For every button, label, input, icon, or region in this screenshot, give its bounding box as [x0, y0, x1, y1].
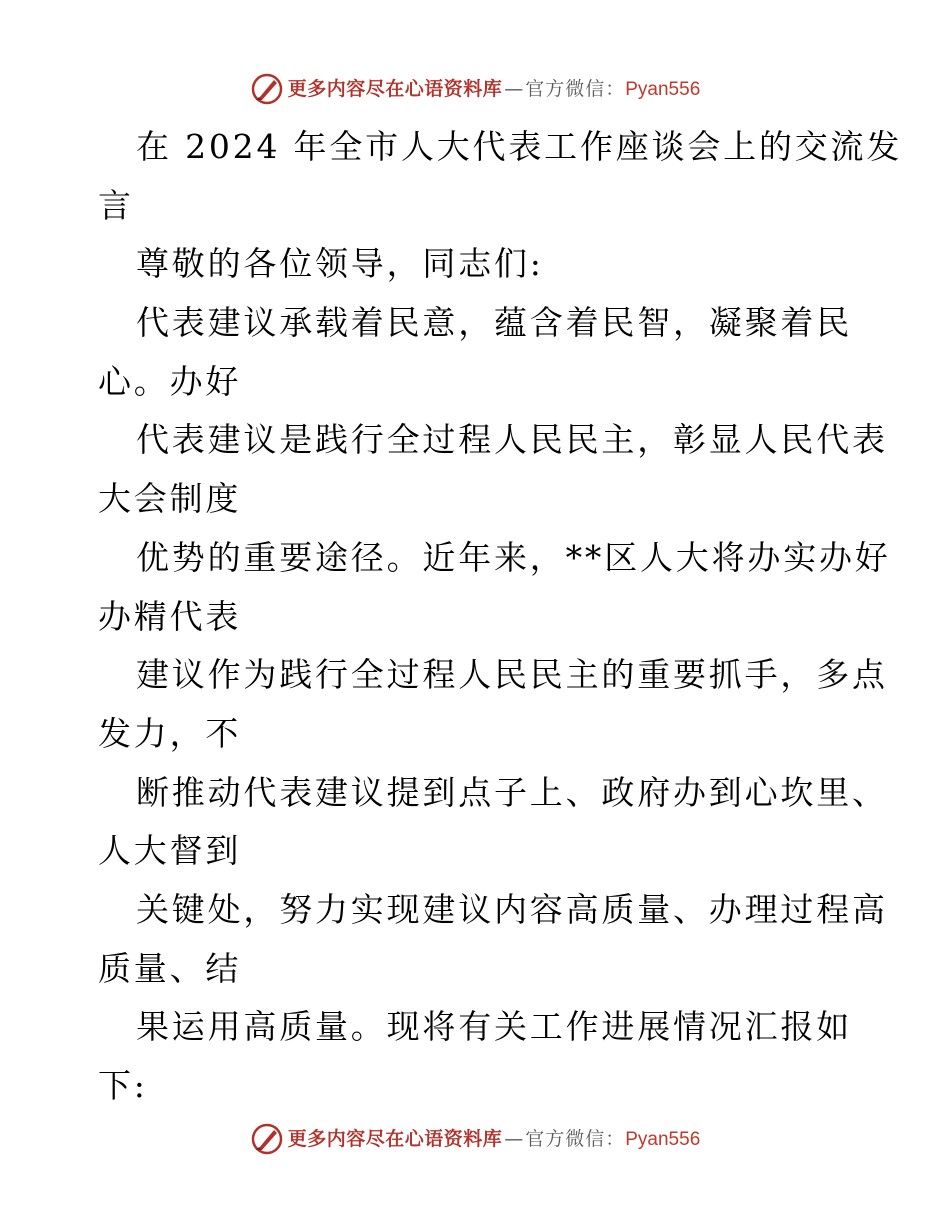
paragraph-line: 人大督到: [98, 831, 242, 871]
watermark-wechat-id: Pyan556: [625, 1128, 701, 1150]
paragraph-line: 言: [98, 185, 134, 225]
paragraph-line: 下:: [98, 1066, 148, 1105]
watermark-main-text: 更多内容尽在心语资料库: [287, 77, 503, 100]
quill-pen-logo-icon: [250, 72, 284, 106]
quill-pen-logo-icon: [250, 1122, 284, 1156]
header-watermark: [0, 69, 950, 109]
paragraph-line: 质量、结: [98, 948, 242, 988]
watermark-sub-text: 官方微信：: [525, 1127, 626, 1150]
paragraph-line: 代表建议是践行全过程人民民主，彰显人民代表: [136, 420, 888, 460]
document-title-line: 在 2024 年全市人大代表工作座谈会上的交流发: [136, 127, 903, 166]
paragraph-line: 断推动代表建议提到点子上、政府办到心坎里、: [136, 772, 888, 812]
paragraph-line: 发力，不: [98, 713, 242, 753]
watermark-sub-text: 官方微信：: [525, 77, 626, 100]
paragraph-line: 尊敬的各位领导，同志们:: [136, 244, 544, 284]
paragraph-line: 代表建议承载着民意，蕴含着民智，凝聚着民: [136, 303, 852, 343]
document-body: [98, 118, 903, 1116]
paragraph-line: 优势的重要途径。近年来，**区人大将办实办好: [136, 537, 891, 577]
paragraph-line: 办精代表: [98, 596, 242, 636]
paragraph-line: 建议作为践行全过程人民民主的重要抓手，多点: [136, 655, 888, 695]
footer-watermark: [0, 1119, 950, 1159]
paragraph-line: 心。办好: [98, 361, 242, 401]
paragraph-line: 果运用高质量。现将有关工作进展情况汇报如: [136, 1007, 852, 1047]
watermark-wechat-id: Pyan556: [625, 78, 701, 100]
paragraph-line: 大会制度: [98, 479, 242, 519]
watermark-separator: —: [504, 77, 524, 100]
watermark-main-text: 更多内容尽在心语资料库: [287, 1127, 503, 1150]
watermark-separator: —: [504, 1127, 524, 1150]
paragraph-line: 关键处，努力实现建议内容高质量、办理过程高: [136, 889, 888, 929]
